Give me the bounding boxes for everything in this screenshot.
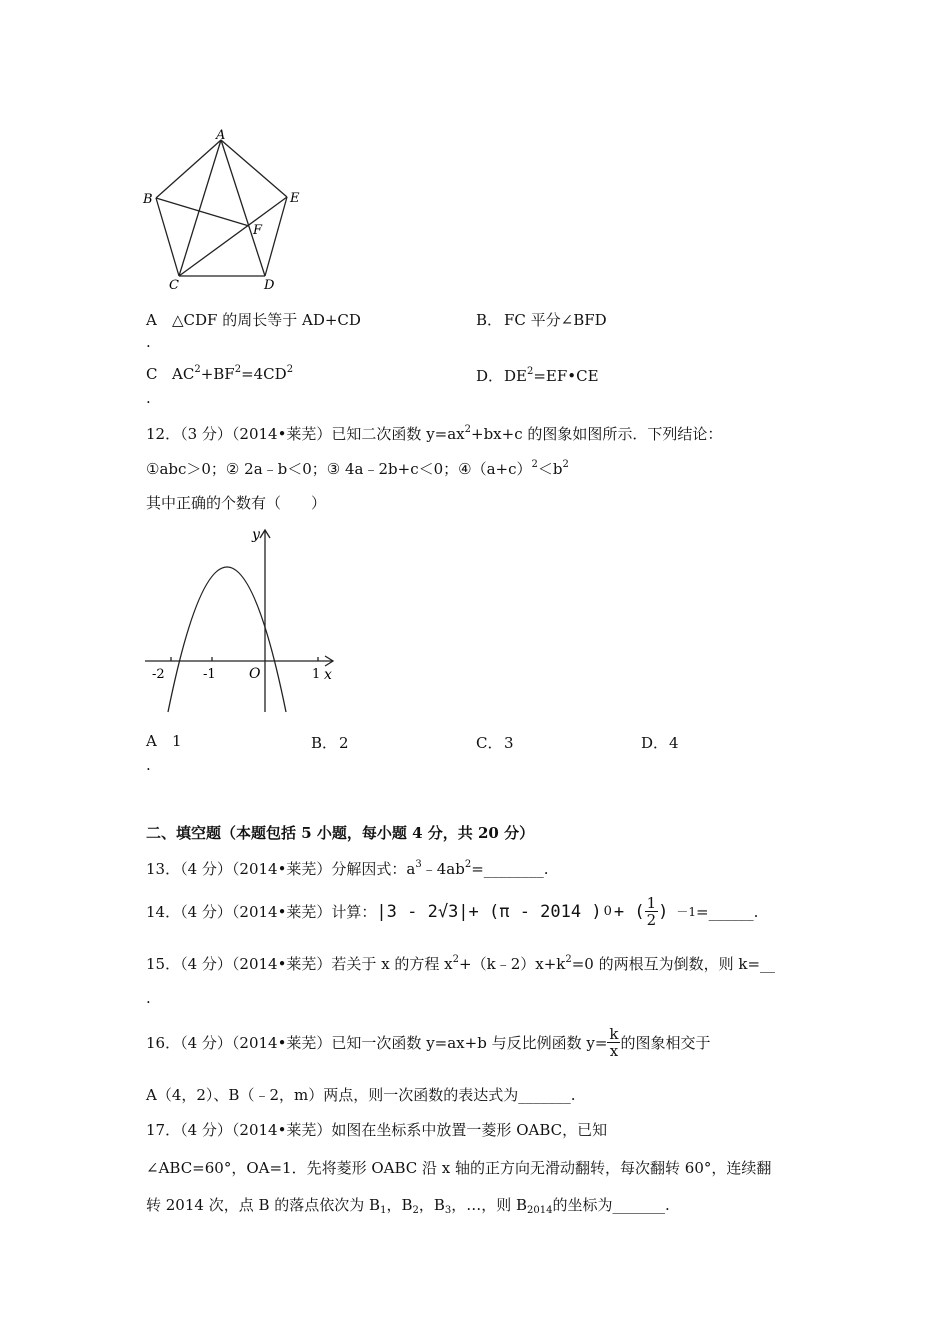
q15-dot: . [146, 989, 151, 1007]
q16-line1: 16．（4 分）（2014•莱芜）已知一次函数 y=ax+b 与反比例函数 y= $\frac{k}{x}$ 的图象相交于 [146, 1025, 711, 1060]
pentagon-figure [138, 128, 318, 293]
q11-dot-1: . [146, 333, 151, 351]
q11-dot-2: . [146, 389, 151, 407]
q17-line3: 转 2014 次，点 B 的落点依次为 $B_1$，$B_2$，$B_3$，…，则 $B_{2014}$的坐标为_______. [146, 1196, 670, 1216]
q16-fraction: $\frac{k}{x}$ [609, 1025, 619, 1060]
q12-option-b: B． 2 [311, 734, 349, 752]
q17-line1: 17．（4 分）（2014•莱芜）如图在坐标系中放置一菱形 OABC，已知 [146, 1121, 608, 1139]
graph-tick-neg2: -2 [152, 667, 165, 682]
graph-tick-neg1: -1 [203, 667, 216, 682]
q14-fraction: $\frac{1}{2}$ [646, 894, 657, 929]
q15: 15．（4 分）（2014•莱芜）若关于 x 的方程 $x^2+(k﹣2)x+k^2=0$ 的两根互为倒数，则 k=__ [146, 954, 776, 973]
label-a: A [216, 128, 226, 143]
q11-option-d: D．$DE^2=EF•CE$ [476, 366, 599, 385]
label-e: E [290, 191, 300, 206]
label-d: D [264, 278, 275, 293]
q12-dot: . [146, 756, 151, 774]
q14: 14．（4 分）（2014•莱芜）计算： |3 - 2√3|+ (π - 2014 ) 0 + ( $\frac{1}{2}$ ) －1 =______. [146, 894, 759, 929]
graph-origin-label: O [249, 666, 261, 682]
q14-expression: |3 - 2√3|+ (π - 2014 ) [376, 901, 602, 922]
graph-y-label: y [252, 527, 260, 543]
q13: 13．（4 分）（2014•莱芜）分解因式：$a^3﹣4ab^2=\_\_\_\_\_\_\_\_$. [146, 859, 549, 878]
label-b: B [143, 192, 153, 207]
q12-question: 其中正确的个数有（ ） [146, 494, 327, 512]
label-c: C [169, 278, 179, 293]
graph-x-label: x [324, 667, 332, 683]
section2-title: 二、填空题（本题包括 5 小题，每小题 4 分，共 20 分） [146, 824, 535, 842]
q17-line2: ∠ABC=60°，OA=1．先将菱形 OABC 沿 x 轴的正方向无滑动翻转，每次翻转 60°，连续翻 [146, 1159, 772, 1177]
parabola-graph [140, 522, 350, 717]
q11-option-b: B． FC 平分∠BFD [476, 311, 607, 329]
q11-option-c: C $AC^2+BF^2=4CD^2$ [146, 364, 294, 383]
q12-option-d: D．4 [641, 734, 679, 752]
q12-stem: 12．（3 分）（2014•莱芜）已知二次函数 $y=ax^2+bx+c$ 的图象如图所示．下列结论： [146, 424, 723, 443]
graph-tick-1: 1 [312, 667, 321, 682]
q12-conclusions: ①abc＞0；② 2a﹣b＜0；③ 4a﹣2b+c＜0；$④(a+c)^2<b^2$ [146, 459, 569, 478]
q11-option-a: A △CDF 的周长等于 AD+CD [146, 311, 361, 329]
q12-option-c: C． 3 [476, 734, 514, 752]
q16-line2: A（4，2）、B（﹣2，m）两点，则一次函数的表达式为_______. [146, 1086, 576, 1104]
q12-option-a: A 1 [146, 732, 182, 750]
label-f: F [253, 223, 263, 238]
